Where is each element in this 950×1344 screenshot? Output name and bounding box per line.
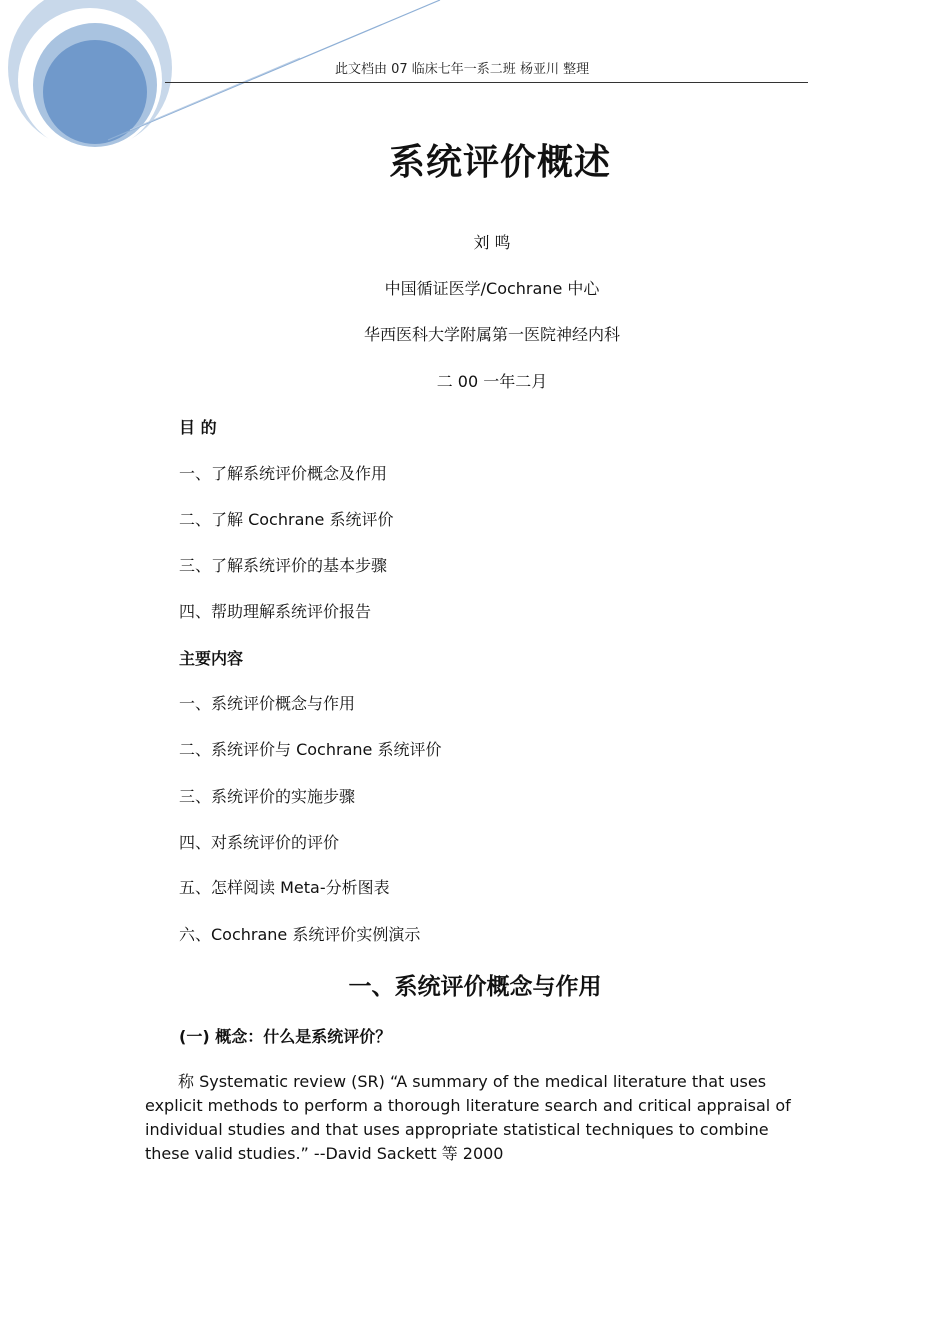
contents-item: 一、系统评价概念与作用 [179,694,356,713]
section-title: 一、系统评价概念与作用 [348,974,602,1000]
contents-heading: 主要内容 [179,649,244,668]
decor-circle-inner [43,40,147,144]
purpose-heading: 目 的 [179,418,217,437]
contents-item: 四、对系统评价的评价 [179,833,340,852]
header-rule [165,82,808,83]
contents-item: 六、Cochrane 系统评价实例演示 [179,925,421,944]
purpose-item: 四、帮助理解系统评价报告 [179,602,372,621]
purpose-item: 二、了解 Cochrane 系统评价 [179,510,394,529]
definition-paragraph: 称 Systematic review (SR) “A summary of the medical literature that uses explicit methods to perform a thorough literature search and critical appraisal of individual studies and that uses appropriate statistical techniques to combine these valid studies.” --David Sackett 等 2000 [145,1072,791,1163]
document-title: 系统评价概述 [388,142,611,183]
author: 刘 鸣 [473,233,511,252]
contents-item: 二、系统评价与 Cochrane 系统评价 [179,740,442,759]
document-date: 二 00 一年二月 [436,372,548,391]
contents-item: 三、系统评价的实施步骤 [179,787,356,806]
affiliation-2: 华西医科大学附属第一医院神经内科 [363,325,620,344]
purpose-item: 三、了解系统评价的基本步骤 [179,556,388,575]
section-subheading: (一) 概念：什么是系统评价？ [179,1027,392,1046]
affiliation-1: 中国循证医学/Cochrane 中心 [384,279,600,298]
purpose-item: 一、了解系统评价概念及作用 [179,464,388,483]
header-text: 此文档由 07 临床七年一系二班 杨亚川 整理 [335,62,590,77]
contents-item: 五、怎样阅读 Meta-分析图表 [179,878,390,897]
